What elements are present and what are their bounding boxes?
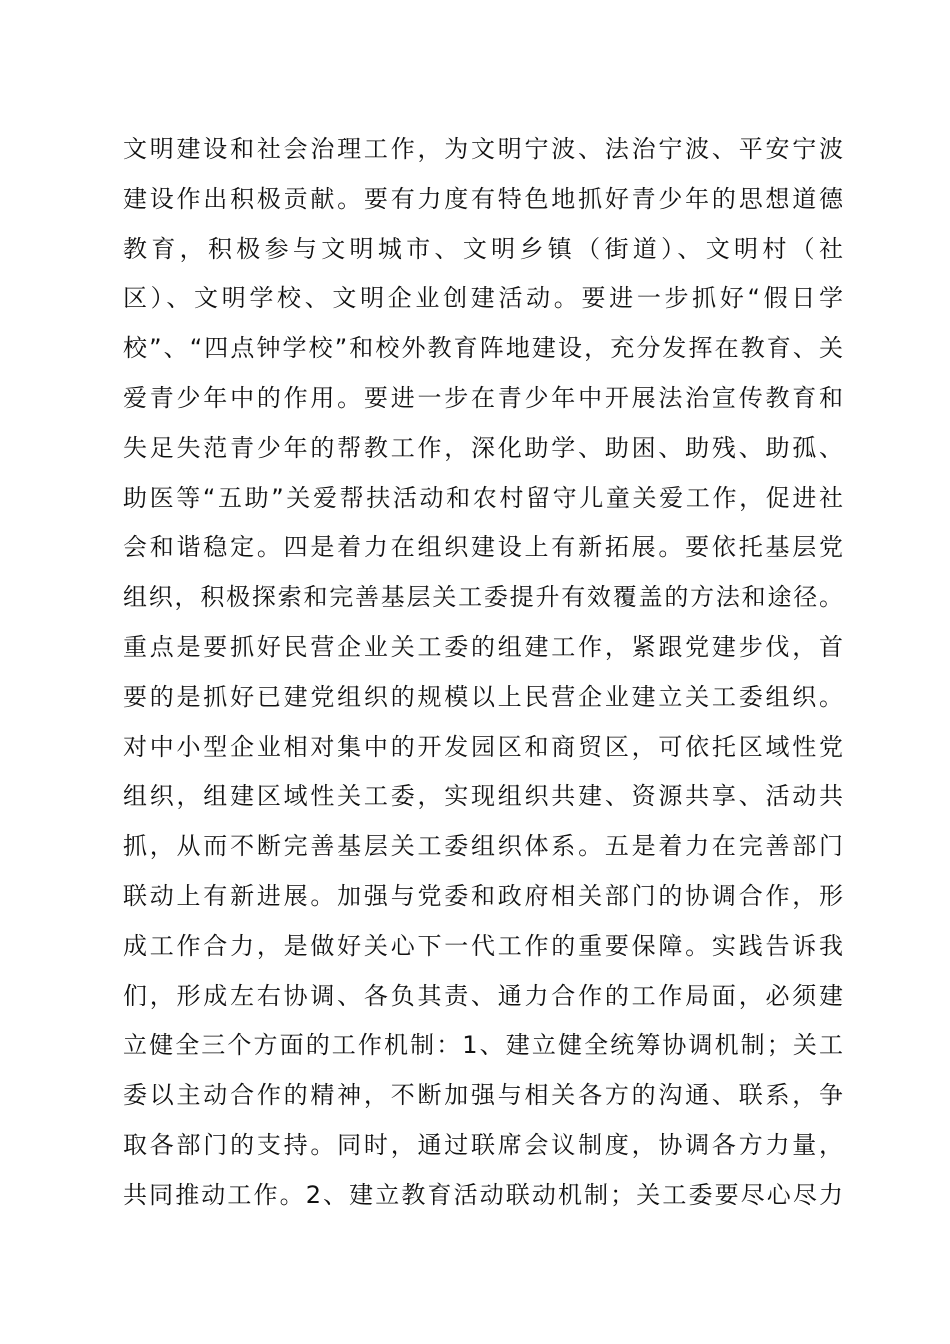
text-line-14: 组织，组建区域性关工委，实现组织共建、资源共享、活动共 [123, 782, 843, 811]
text-line-18: 们，形成左右协调、各负其责、通力合作的工作局面，必须建 [123, 981, 843, 1010]
text-line-7: 失足失范青少年的帮教工作，深化助学、助困、助残、助孤、 [123, 433, 843, 462]
text-line-9: 会和谐稳定。四是着力在组织建设上有新拓展。要依托基层党 [123, 533, 843, 562]
text-line-21: 取各部门的支持。同时，通过联席会议制度，协调各方力量， [123, 1130, 843, 1159]
text-line-12: 要的是抓好已建党组织的规模以上民营企业建立关工委组织。 [123, 682, 843, 711]
body-paragraph [123, 125, 843, 1221]
text-line-16: 联动上有新进展。加强与党委和政府相关部门的协调合作，形 [123, 881, 843, 910]
text-line-17: 成工作合力，是做好关心下一代工作的重要保障。实践告诉我 [123, 931, 843, 960]
text-line-3: 教育，积极参与文明城市、文明乡镇（街道）、文明村（社 [123, 234, 843, 263]
text-line-15: 抓，从而不断完善基层关工委组织体系。五是着力在完善部门 [123, 832, 843, 861]
text-line-8: 助医等“五助”关爱帮扶活动和农村留守儿童关爱工作，促进社 [123, 483, 843, 512]
text-line-19: 立健全三个方面的工作机制：1、建立健全统筹协调机制；关工 [123, 1031, 843, 1060]
text-line-22: 共同推动工作。2、建立教育活动联动机制；关工委要尽心尽力 [123, 1180, 843, 1209]
text-line-2: 建设作出积极贡献。要有力度有特色地抓好青少年的思想道德 [123, 184, 843, 213]
text-line-10: 组织，积极探索和完善基层关工委提升有效覆盖的方法和途径。 [123, 583, 843, 612]
text-line-4: 区）、文明学校、文明企业创建活动。要进一步抓好“假日学 [123, 284, 843, 313]
text-line-11: 重点是要抓好民营企业关工委的组建工作，紧跟党建步伐，首 [123, 632, 843, 661]
text-line-13: 对中小型企业相对集中的开发园区和商贸区，可依托区域性党 [123, 732, 843, 761]
text-line-1: 文明建设和社会治理工作，为文明宁波、法治宁波、平安宁波 [123, 135, 843, 163]
text-line-5: 校”、“四点钟学校”和校外教育阵地建设，充分发挥在教育、关 [123, 334, 843, 363]
text-line-20: 委以主动合作的精神，不断加强与相关各方的沟通、联系，争 [123, 1081, 843, 1110]
text-line-6: 爱青少年中的作用。要进一步在青少年中开展法治宣传教育和 [123, 383, 843, 412]
